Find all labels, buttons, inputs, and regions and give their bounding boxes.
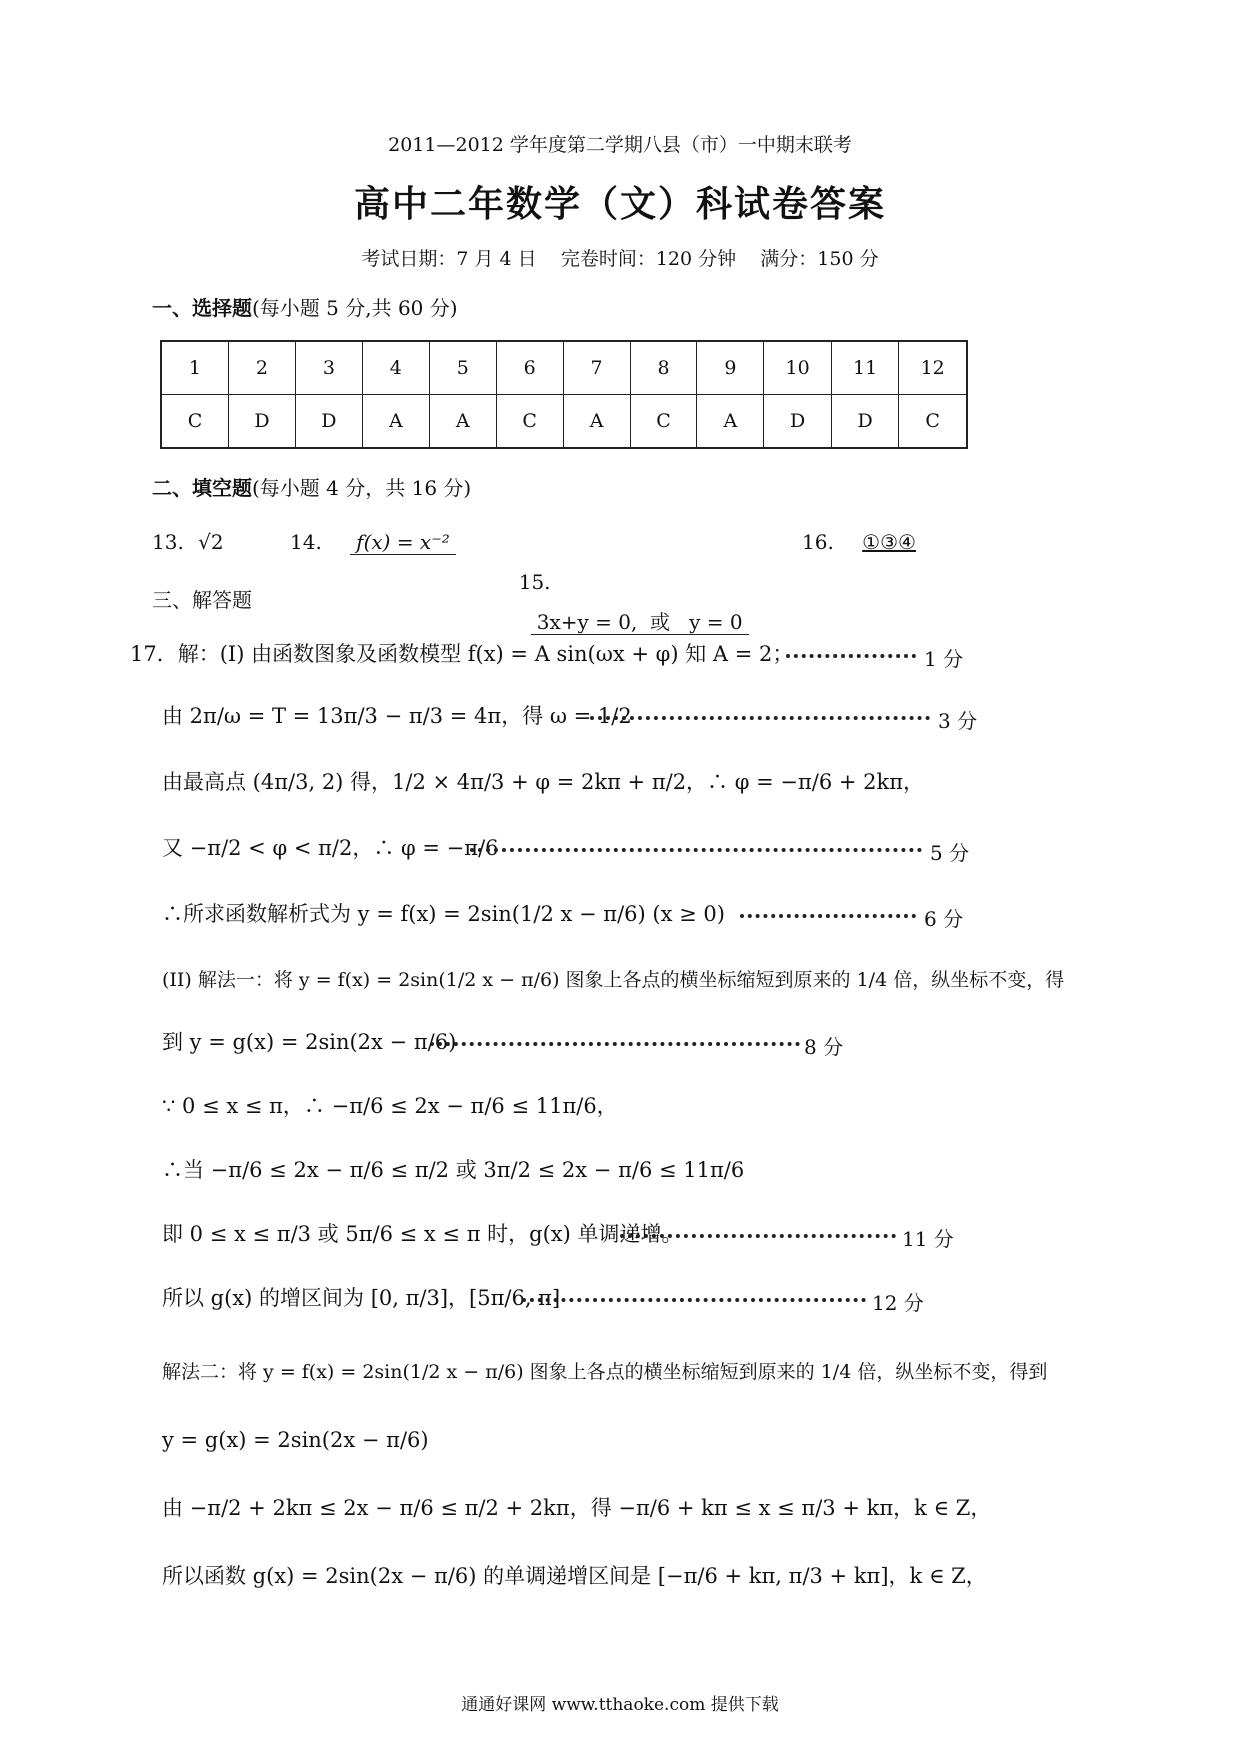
answer-cell: C [630,395,697,449]
exam-subtitle: 2011—2012 学年度第二学期八县（市）一中期末联考 [388,134,852,156]
solution-line: 又 −π/2 < φ < π/2，∴ φ = −π/6 [162,836,499,860]
solution-line: 17．解：(I) 由函数图象及函数模型 f(x) = A sin(ωx + φ) 知 A = 2； [130,642,794,666]
question-number: 9 [697,341,764,395]
fill-answer-15 [506,522,749,634]
score-label: 12 分 [872,1291,924,1315]
score-label: 11 分 [902,1227,954,1251]
section2-note: (每小题 4 分，共 16 分) [252,476,472,500]
question-number: 7 [563,341,630,395]
solution-line: ∵ 0 ≤ x ≤ π，∴ −π/6 ≤ 2x − π/6 ≤ 11π/6， [162,1094,618,1118]
fill-value: √2 [198,530,224,554]
solution-line: (II) 解法一：将 y = f(x) = 2sin(1/2 x − π/6) 图象上各点的横坐标缩短到原来的 1/4 倍，纵坐标不变，得 [162,969,1065,991]
score-label: 3 分 [938,709,978,733]
solution-line: y = g(x) = 2sin(2x − π/6) [162,1428,429,1452]
question-number: 2 [228,341,295,395]
answer-cell: D [295,395,362,449]
score-dots [470,848,922,852]
score-dots [740,914,916,918]
page-title: 高中二年数学（文）科试卷答案 [353,183,886,225]
solution-line: 解法二：将 y = f(x) = 2sin(1/2 x − π/6) 图象上各点的横坐标缩短到原来的 1/4 倍，纵坐标不变，得到 [162,1361,1048,1383]
question-number: 11 [831,341,899,395]
fill-answer-16 [802,522,916,562]
fill-number: 14. [290,530,322,554]
section1-note: (每小题 5 分,共 60 分) [252,296,458,320]
answer-cell: D [228,395,295,449]
solution-line: 即 0 ≤ x ≤ π/3 或 5π/6 ≤ x ≤ π 时，g(x) 单调递增。 [162,1222,683,1246]
score-label: 8 分 [804,1035,844,1059]
question-number: 10 [764,341,832,395]
answer-table [160,340,968,449]
section2-heading [152,472,471,501]
question-number: 1 [161,341,228,395]
fill-answer-14 [290,522,456,562]
solution-line: 到 y = g(x) = 2sin(2x − π/6) [162,1030,457,1054]
answer-cell: A [697,395,764,449]
question-number: 6 [496,341,563,395]
answer-cell: C [899,395,967,449]
solution-line: ∴所求函数解析式为 y = f(x) = 2sin(1/2 x − π/6) (x ≥ 0) [162,902,725,926]
score-dots [430,1042,800,1046]
fill-number: 16. [802,530,834,554]
score-label: 5 分 [930,841,970,865]
fill-answer-13 [152,522,224,562]
section1-title: 一、选择题 [152,296,252,320]
fill-value: ①③④ [862,530,916,554]
score-dots [522,1298,866,1302]
solution-line: 由 −π/2 + 2kπ ≤ 2x − π/6 ≤ π/2 + 2kπ，得 −π/6 + kπ ≤ x ≤ π/3 + kπ，k ∈ Z， [162,1496,992,1520]
score-dots [590,716,930,720]
solution-line: 所以 g(x) 的增区间为 [0, π/3]，[5π/6, π] [162,1286,561,1310]
solution-line: 由 2π/ω = T = 13π/3 − π/3 = 4π，得 ω = 1/2 [162,704,632,728]
solution-line: ∴当 −π/6 ≤ 2x − π/6 ≤ π/2 或 3π/2 ≤ 2x − π/6 ≤ 11π/6 [162,1158,745,1182]
section3-heading: 三、解答题 [152,588,252,612]
section2-title: 二、填空题 [152,476,252,500]
question-number: 4 [362,341,429,395]
solution-line: 所以函数 g(x) = 2sin(2x − π/6) 的单调递增区间是 [−π/6 + kπ, π/3 + kπ]，k ∈ Z， [162,1564,987,1588]
section1-heading [152,292,458,321]
exam-info: 考试日期：7 月 4 日 完卷时间：120 分钟 满分：150 分 [361,248,879,270]
question-number: 3 [295,341,362,395]
answer-cell: A [362,395,429,449]
solution-line: 由最高点 (4π/3, 2) 得，1/2 × 4π/3 + φ = 2kπ + π/2，∴ φ = −π/6 + 2kπ， [162,770,925,794]
fill-value: 3x+y = 0, 或 y = 0 [531,610,749,635]
score-label: 6 分 [924,907,964,931]
score-label: 1 分 [924,647,964,671]
page-footer: 通通好课网 www.tthaoke.com 提供下载 [461,1695,779,1715]
question-number-row [161,341,967,395]
answer-row [161,395,967,449]
fill-number: 15. [518,570,551,594]
answer-cell: A [563,395,630,449]
score-dots [620,1234,896,1238]
question-number: 8 [630,341,697,395]
answer-cell: C [496,395,563,449]
answer-cell: D [831,395,899,449]
question-number: 12 [899,341,967,395]
score-dots [786,654,916,658]
answer-cell: A [429,395,496,449]
answer-cell: D [764,395,832,449]
question-number: 5 [429,341,496,395]
fill-value: f(x) = x⁻² [350,530,456,555]
fill-number: 13. [152,530,184,554]
answer-cell: C [161,395,228,449]
